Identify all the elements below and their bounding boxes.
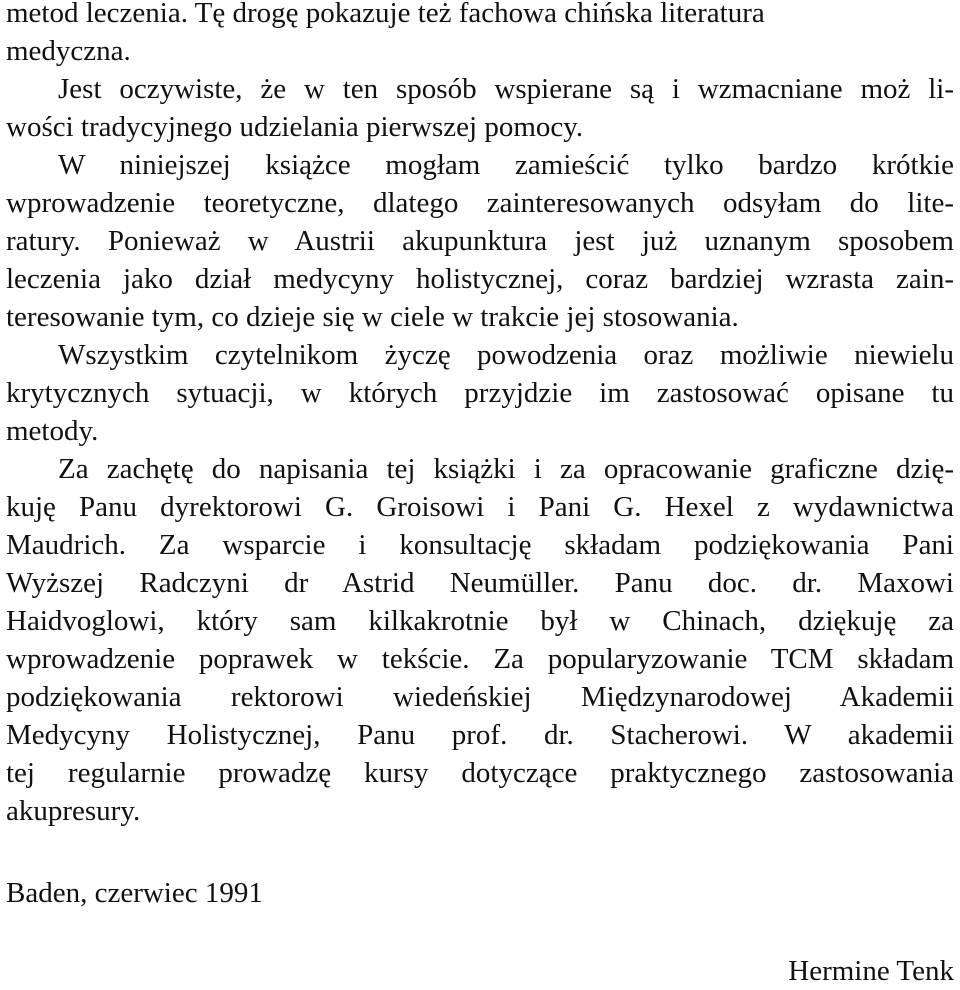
text-line: wości tradycyjnego udzielania pierwszej pomocy. <box>6 111 584 143</box>
place-date: Baden, czerwiec 1991 <box>6 877 263 909</box>
text-line: leczenia jako dział medycyny holistycznej, coraz bardziej wzrasta zain- <box>6 263 954 295</box>
text-line: Maudrich. Za wsparcie i konsultację składam podziękowania Pani <box>6 529 954 561</box>
text-line: kuję Panu dyrektorowi G. Groisowi i Pani G. Hexel z wydawnictwa <box>6 491 954 523</box>
text-line: Haidvoglowi, który sam kilkakrotnie był w Chinach, dziękuję za <box>6 605 954 637</box>
text-line: W niniejszej książce mogłam zamieścić tylko bardzo krótkie <box>58 149 954 181</box>
author-signature: Hermine Tenk <box>788 955 954 987</box>
text-line: metody. <box>6 415 99 447</box>
text-line: tej regularnie prowadzę kursy dotyczące praktycznego zastosowania <box>6 757 954 789</box>
text-line: wprowadzenie teoretyczne, dlatego zainteresowanych odsyłam do lite- <box>6 187 954 219</box>
text-line: podziękowania rektorowi wiedeńskiej Międzynarodowej Akademii <box>6 681 954 713</box>
text-line: akupresury. <box>6 795 141 827</box>
text-line: Medycyny Holistycznej, Panu prof. dr. Stacherowi. W akademii <box>6 719 954 751</box>
text-line: ratury. Ponieważ w Austrii akupunktura jest już uznanym sposobem <box>6 225 954 257</box>
text-line: Wyższej Radczyni dr Astrid Neumüller. Panu doc. dr. Maxowi <box>6 567 954 599</box>
text-line: Za zachętę do napisania tej książki i za opracowanie graficzne dzię- <box>58 453 954 485</box>
text-line: Jest oczywiste, że w ten sposób wspierane są i wzmacniane moż li- <box>58 73 954 105</box>
text-line: Wszystkim czytelnikom życzę powodzenia oraz możliwie niewielu <box>58 339 954 371</box>
text-line: krytycznych sytuacji, w których przyjdzie im zastosować opisane tu <box>6 377 954 409</box>
text-line: teresowanie tym, co dzieje się w ciele w trakcie jej stosowania. <box>6 301 739 333</box>
text-line: medyczna. <box>6 35 131 67</box>
text-line: metod leczenia. Tę drogę pokazuje też fachowa chińska literatura <box>6 0 765 29</box>
text-line: wprowadzenie poprawek w tekście. Za popularyzowanie TCM składam <box>6 643 954 675</box>
